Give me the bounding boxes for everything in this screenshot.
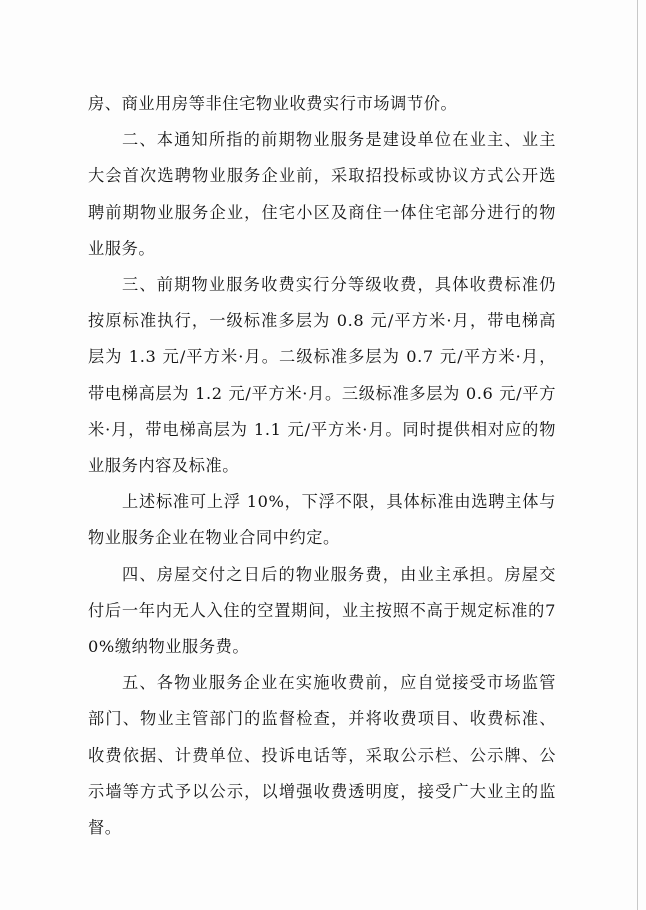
paragraph-section-4: 四、房屋交付之日后的物业服务费，由业主承担。房屋交付后一年内无人入住的空置期间，业主按照不高于规定标准的70%缴纳物业服务费。 bbox=[88, 564, 556, 657]
paragraph-section-2: 二、本通知所指的前期物业服务是建设单位在业主、业主大会首次选聘物业服务企业前，采取招投标或协议方式公开选聘前期物业服务企业，住宅小区及商住一体住宅部分进行的物业服务。 bbox=[88, 130, 556, 258]
page-edge-line bbox=[637, 0, 638, 910]
paragraph-continuation: 房、商业用房等非住宅物业收费实行市场调节价。 bbox=[88, 94, 458, 113]
document-body bbox=[88, 86, 556, 846]
paragraph-section-5: 五、各物业服务企业在实施收费前，应自觉接受市场监管部门、物业主管部门的监督检查，并将收费项目、收费标准、收费依据、计费单位、投诉电话等，采取公示栏、公示牌、公示墙等方式予以公示，以增强收费透明度，接受广大业主的监督。 bbox=[88, 673, 556, 838]
paragraph-section-3: 三、前期物业服务收费实行分等级收费，具体收费标准仍按原标准执行，一级标准多层为 0.8 元/平方米·月，带电梯高层为 1.3 元/平方米·月。二级标准多层为 0.7 元/平方米·月，带电梯高层为 1.2 元/平方米·月。三级标准多层为 0.6 元/平方米·月，带电梯高层为 1.1 元/平方米·月。同时提供相对应的物业服务内容及标准。 bbox=[88, 275, 556, 476]
paragraph-section-3-note: 上述标准可上浮 10%，下浮不限，具体标准由选聘主体与物业服务企业在物业合同中约定。 bbox=[88, 492, 556, 548]
